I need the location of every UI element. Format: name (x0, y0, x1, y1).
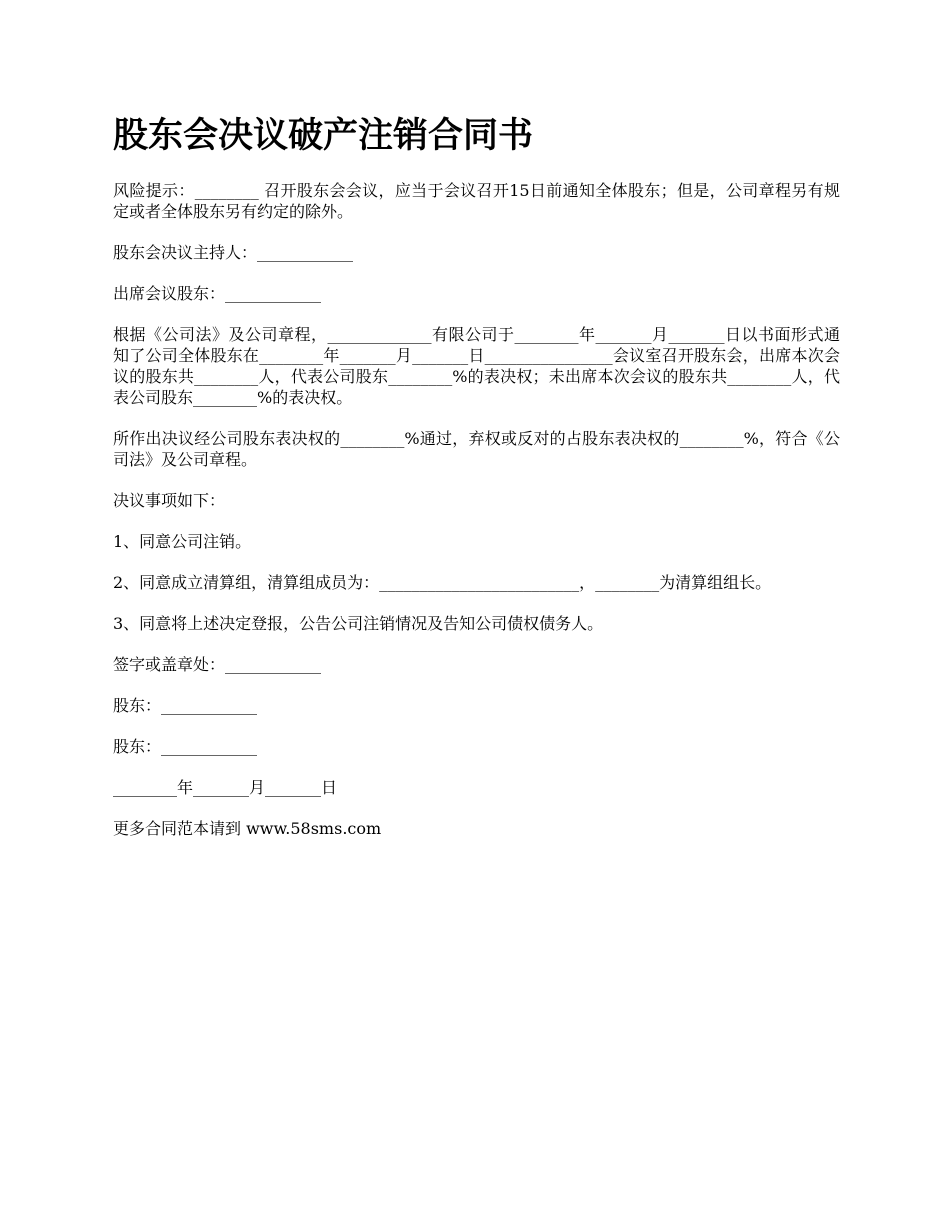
risk-notice-paragraph: 风险提示：________ 召开股东会会议，应当于会议召开15日前通知全体股东；但是，公司章程另有规定或者全体股东另有约定的除外。 (113, 181, 840, 221)
meeting-notice-paragraph: 根据《公司法》及公司章程，_____________有限公司于________年_______月_______日以书面形式通知了公司全体股东在________年_______月_______日________________会议室召开股东会，出席本次会议的股东共________人，代表公司股东________%的表决权；未出席本次会议的股东共________人，代表公司股东________%的表决权。 (113, 325, 840, 407)
resolution-item-3: 3、同意将上述决定登报，公告公司注销情况及告知公司债权债务人。 (113, 614, 604, 633)
resolution-item-2: 2、同意成立清算组，清算组成员为：_________________________，________为清算组组长。 (113, 573, 772, 592)
signature-line: 签字或盖章处：____________ (113, 655, 322, 674)
voting-result-paragraph: 所作出决议经公司股东表决权的________%通过，弃权或反对的占股东表决权的________%，符合《公司法》及公司章程。 (113, 429, 840, 469)
date-line: ________年_______月_______日 (113, 778, 338, 797)
document-page (113, 112, 840, 859)
attending-shareholders-line: 出席会议股东：____________ (113, 284, 322, 303)
footer-link-text: 更多合同范本请到 www.58sms.com (113, 819, 382, 838)
shareholder-signature-2: 股东：____________ (113, 737, 258, 756)
resolution-items-heading: 决议事项如下： (113, 491, 226, 510)
meeting-host-line: 股东会决议主持人：____________ (113, 243, 354, 262)
shareholder-signature-1: 股东：____________ (113, 696, 258, 715)
resolution-item-1: 1、同意公司注销。 (113, 532, 252, 551)
document-title: 股东会决议破产注销合同书 (113, 116, 534, 156)
